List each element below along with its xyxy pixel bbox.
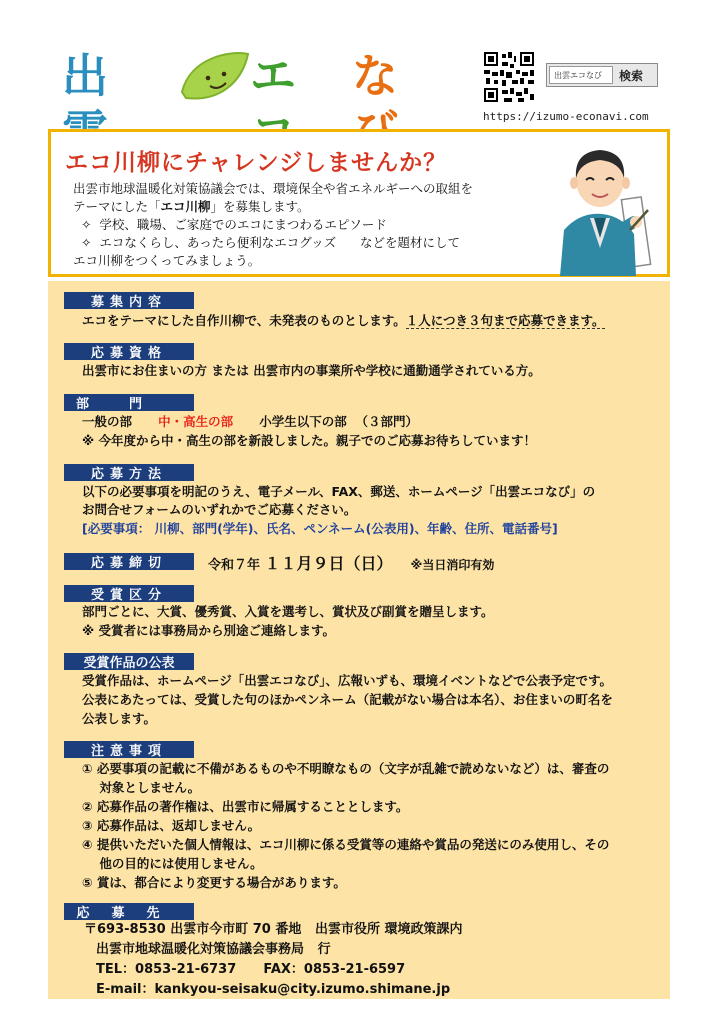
publication-line2: 公表にあたっては、受賞した句のほかペンネーム（記載がない場合は本名）、お住まいの町名を bbox=[82, 692, 613, 707]
section-header-division: 部門 bbox=[64, 394, 194, 411]
division-list: 一般の部 中・高生の部 小学生以下の部 （３部門） bbox=[82, 414, 419, 429]
section-header-awards: 受賞区分 bbox=[64, 585, 194, 602]
deadline-text: 令和７年 １１月９日（日） ※当日消印有効 bbox=[208, 554, 495, 573]
notes-item-1a: ① 必要事項の記載に不備があるものや不明瞭なもの（文字が乱雑で読めないなど）は、審査の bbox=[82, 761, 610, 776]
notes-item-2: ② 応募作品の著作権は、出雲市に帰属することとします。 bbox=[82, 799, 409, 814]
notes-item-5: ⑤ 賞は、都合により変更する場合があります。 bbox=[82, 875, 346, 890]
poet-illustration-icon bbox=[550, 138, 662, 276]
contact-email[interactable]: E-mail：kankyou-seisaku@city.izumo.shimane.jp bbox=[96, 982, 451, 997]
awards-line1: 部門ごとに、大賞、優秀賞、入賞を選考し、賞状及び副賞を贈呈します。 bbox=[82, 604, 494, 619]
search-input[interactable] bbox=[549, 66, 613, 84]
notes-item-4b: 他の目的には使用しません。 bbox=[82, 856, 263, 871]
qr-code-icon[interactable] bbox=[484, 52, 534, 102]
awards-line2: ※ 受賞者には事務局から別途ご連絡します。 bbox=[82, 623, 336, 638]
section-header-content: 募集内容 bbox=[64, 292, 194, 309]
publication-line1: 受賞作品は、ホームページ「出雲エコなび」、広報いずも、環境イベントなどで公表予定です。 bbox=[82, 673, 613, 688]
logo-navi-text: な bbox=[352, 49, 399, 103]
method-line1: 以下の必要事項を明記のうえ、電子メール、FAX、郵送、ホームページ「出雲エコなび」の bbox=[82, 484, 596, 499]
contact-phone: TEL：0853-21-6737 FAX：0853-21-6597 bbox=[96, 962, 406, 977]
search-button[interactable]: 検索 bbox=[619, 68, 644, 83]
division-note: ※ 今年度から中・高生の部を新設しました。親子でのご応募お待ちしています！ bbox=[82, 433, 537, 448]
notes-item-3: ③ 応募作品は、返却しません。 bbox=[82, 818, 261, 833]
contact-office: 出雲市地球温暖化対策協議会事務局 行 bbox=[96, 942, 331, 957]
notes-item-4a: ④ 提供いただいた個人情報は、エコ川柳に係る受賞等の連絡や賞品の発送にのみ使用し、その bbox=[82, 837, 610, 852]
logo-eco-text: エ bbox=[250, 49, 297, 103]
section-header-eligibility: 応募資格 bbox=[64, 343, 194, 360]
section-header-contact: 応募先 bbox=[64, 903, 194, 920]
section-header-deadline: 応募締切 bbox=[64, 553, 194, 570]
site-url[interactable]: https://izumo-econavi.com bbox=[483, 110, 649, 123]
notes-item-1b: 対象としません。 bbox=[82, 780, 201, 795]
method-required: [必要事項： 川柳、部門(学年)、氏名、ペンネーム(公表用)、年齢、住所、電話番号] bbox=[82, 521, 558, 536]
contact-address: 〒693-8530 出雲市今市町 70 番地 出雲市役所 環境政策課内 bbox=[84, 922, 463, 937]
section-header-publication: 受賞作品の公表 bbox=[64, 653, 194, 670]
publication-line3: 公表します。 bbox=[82, 711, 157, 726]
eligibility-text: 出雲市にお住まいの方 または 出雲市内の事業所や学校に通勤通学されている方。 bbox=[82, 363, 541, 378]
content-text: エコをテーマにした自作川柳で、未発表のものとします。１人につき３句まで応募できます。 bbox=[82, 313, 605, 328]
search-box bbox=[546, 63, 658, 87]
main-content bbox=[48, 281, 670, 999]
intro-title: エコ川柳にチャレンジしませんか？ bbox=[65, 150, 448, 176]
leaf-icon bbox=[180, 48, 250, 104]
intro-text: 出雲市地球温暖化対策協議会では、環境保全や省エネルギーへの取組を テーマにした「エコ川柳」を募集します。 ✧ 学校、職場、ご家庭でのエコにまつわるエピソード ✧ エコなくらし、あったら便利なエコグッズ などを題材にして エコ川柳をつくってみましょう。 bbox=[73, 181, 474, 268]
method-line2: お問合せフォームのいずれかでご応募ください。 bbox=[82, 502, 357, 517]
section-header-notes: 注意事項 bbox=[64, 741, 194, 758]
section-header-method: 応募方法 bbox=[64, 464, 194, 481]
logo-izumo-text: 出 bbox=[62, 49, 109, 103]
